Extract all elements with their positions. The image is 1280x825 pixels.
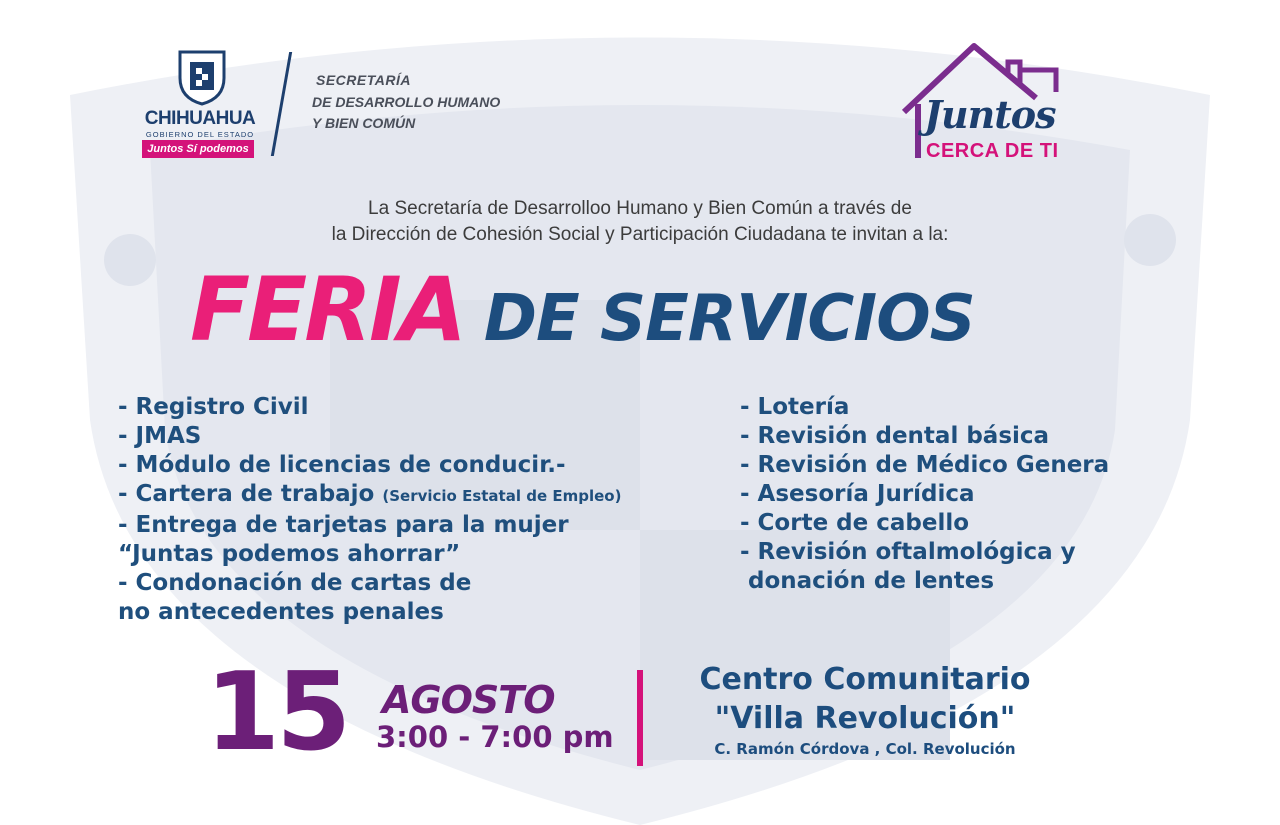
list-item: - Revisión de Médico Genera — [740, 452, 1110, 478]
program-logo — [896, 40, 1076, 165]
secretaria-line-2: Y BIEN COMÚN — [312, 115, 416, 131]
list-item: - Registro Civil — [118, 394, 309, 420]
event-venue — [660, 660, 1070, 760]
event-title — [190, 258, 975, 361]
title-de-servicios: DE SERVICIOS — [483, 282, 975, 356]
list-item: - Módulo de licencias de conducir.- — [118, 452, 566, 478]
government-label: GOBIERNO DEL ESTADO — [145, 130, 255, 139]
list-item — [118, 480, 621, 511]
program-word: Juntos — [924, 92, 1056, 137]
state-shield-icon — [176, 48, 228, 106]
list-item: - Entrega de tarjetas para la mujer — [118, 512, 569, 538]
government-slogan: Juntos Sí podemos — [142, 140, 254, 158]
title-feria: FERIA — [190, 258, 464, 361]
event-time: 3:00 - 7:00 pm — [376, 720, 614, 754]
state-name: CHIHUAHUA — [144, 108, 256, 129]
venue-line-2: "Villa Revolución" — [714, 701, 1016, 736]
list-item: - Lotería — [740, 394, 850, 420]
event-divider — [637, 670, 643, 766]
intro-text — [0, 196, 1280, 248]
list-item: - Revisión dental básica — [740, 423, 1050, 449]
list-item: - Condonación de cartas de — [118, 570, 472, 596]
program-tagline: CERCA DE TI — [926, 140, 1059, 162]
list-item: - JMAS — [118, 423, 202, 449]
event-day: 15 — [205, 650, 348, 775]
list-item: - Asesoría Jurídica — [740, 481, 975, 507]
list-item-text: - Cartera de trabajo — [118, 481, 375, 507]
secretaria-line-1: DE DESARROLLO HUMANO — [312, 94, 501, 110]
intro-line-2: la Dirección de Cohesión Social y Participación Ciudadana te invitan a la: — [331, 224, 949, 245]
list-item: donación de lentes — [740, 568, 995, 594]
event-month: AGOSTO — [382, 678, 555, 722]
services-list-left — [118, 393, 621, 627]
list-item: - Revisión oftalmológica y — [740, 539, 1076, 565]
services-list-right — [740, 393, 1109, 596]
list-item: “Juntas podemos ahorrar” — [118, 541, 461, 567]
list-item: no antecedentes penales — [118, 599, 444, 625]
intro-line-1: La Secretaría de Desarrolloo Humano y Bien Común a través de — [368, 198, 912, 219]
secretaria-label: SECRETARÍA — [316, 72, 411, 88]
secretaria-name — [312, 92, 500, 134]
venue-line-1: Centro Comunitario — [699, 662, 1031, 697]
list-item: - Corte de cabello — [740, 510, 970, 536]
list-item-note: (Servicio Estatal de Empleo) — [382, 487, 622, 505]
venue-address: C. Ramón Córdova , Col. Revolución — [714, 740, 1016, 758]
